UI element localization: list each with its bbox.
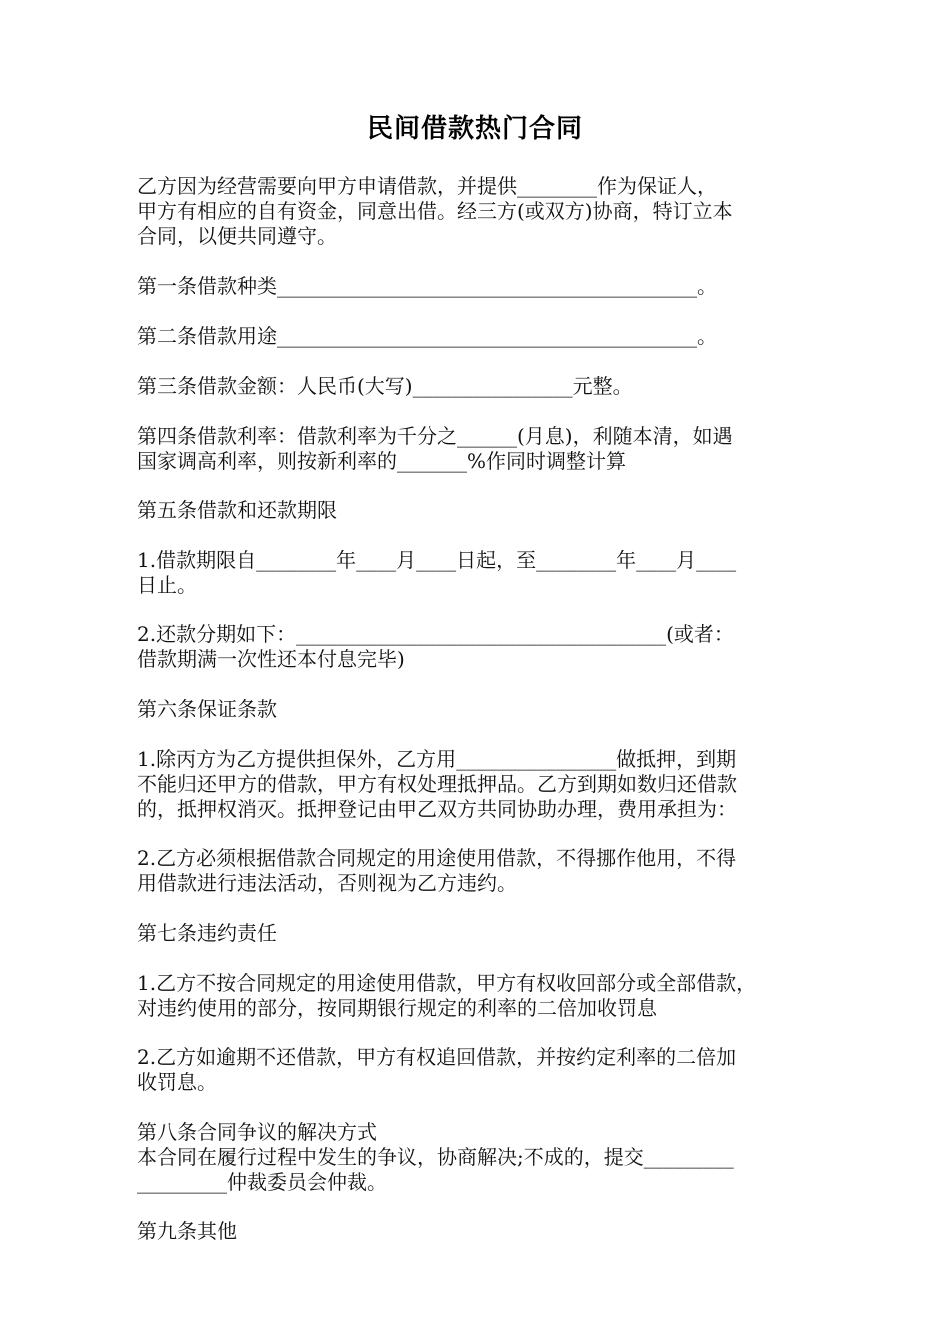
article-5-item-1-line-2: 日止。 <box>137 573 197 597</box>
article-2-loan-purpose: 第二条借款用途__________________________________________。 <box>137 324 717 348</box>
article-5-item-1-line-1: 1.借款期限自________年____月____日起，至________年____月____ <box>137 548 737 572</box>
article-6-heading: 第六条保证条款 <box>137 697 277 721</box>
article-5-heading: 第五条借款和还款期限 <box>137 498 337 522</box>
article-1-loan-type: 第一条借款种类__________________________________________。 <box>137 274 717 298</box>
preamble-line-2: 甲方有相应的自有资金，同意出借。经三方(或双方)协商，特订立本 <box>137 199 733 223</box>
article-4-line-2: 国家调高利率，则按新利率的_______%作同时调整计算 <box>137 449 627 473</box>
article-8-line-1: 本合同在履行过程中发生的争议，协商解决;不成的，提交_________ <box>137 1145 734 1169</box>
article-4-line-1: 第四条借款利率：借款利率为千分之______(月息)，利随本清，如遇 <box>137 424 733 448</box>
article-5-item-2-line-1: 2.还款分期如下：_____________________________________(或者： <box>137 622 734 646</box>
article-6-item-2-line-2: 用借款进行违法活动，否则视为乙方违约。 <box>137 871 517 895</box>
article-6-item-2-line-1: 2.乙方必须根据借款合同规定的用途使用借款，不得挪作他用，不得 <box>137 846 737 870</box>
article-7-item-1-line-1: 1.乙方不按合同规定的用途使用借款，甲方有权收回部分或全部借款， <box>137 971 757 995</box>
preamble-line-3: 合同，以便共同遵守。 <box>137 224 337 248</box>
article-7-item-1-line-2: 对违约使用的部分，按同期银行规定的利率的二倍加收罚息 <box>137 996 657 1020</box>
preamble-line-1: 乙方因为经营需要向甲方申请借款，并提供________作为保证人， <box>137 174 717 198</box>
article-6-item-1-line-3: 的，抵押权消灭。抵押登记由甲乙双方共同协助办理，费用承担为： <box>137 797 737 821</box>
article-8-line-2: _________仲裁委员会仲裁。 <box>137 1170 387 1194</box>
article-3-loan-amount: 第三条借款金额：人民币(大写)________________元整。 <box>137 374 633 398</box>
article-7-item-2-line-1: 2.乙方如逾期不还借款，甲方有权追回借款，并按约定利率的二倍加 <box>137 1045 737 1069</box>
article-8-heading: 第八条合同争议的解决方式 <box>137 1120 377 1144</box>
article-5-item-2-line-2: 借款期满一次性还本付息完毕) <box>137 647 405 671</box>
article-9-heading: 第九条其他 <box>137 1219 237 1243</box>
document-title: 民间借款热门合同 <box>366 114 583 144</box>
article-6-item-1-line-2: 不能归还甲方的借款，甲方有权处理抵押品。乙方到期如数归还借款 <box>137 772 737 796</box>
article-7-item-2-line-2: 收罚息。 <box>137 1070 217 1094</box>
article-7-heading: 第七条违约责任 <box>137 921 277 945</box>
article-6-item-1-line-1: 1.除丙方为乙方提供担保外，乙方用________________做抵押，到期 <box>137 747 737 771</box>
